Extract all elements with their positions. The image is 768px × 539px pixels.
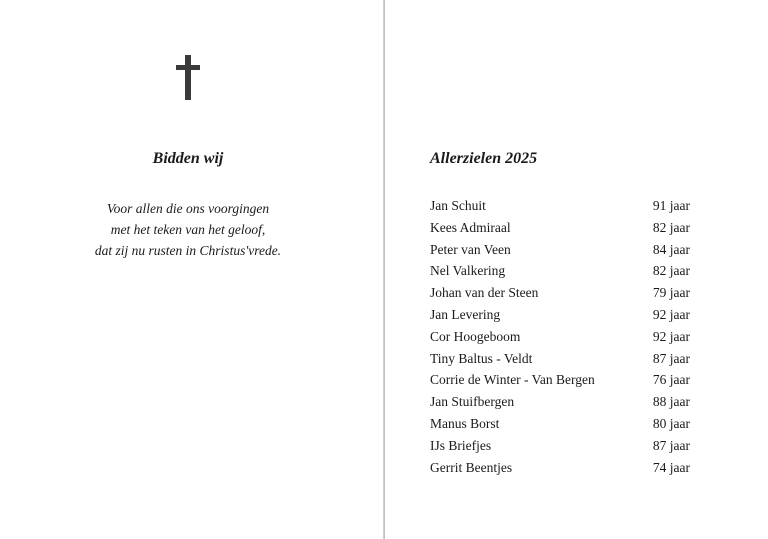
deceased-age: 84 jaar — [652, 241, 690, 257]
deceased-age: 80 jaar — [652, 415, 690, 431]
prayer-text — [60, 198, 316, 261]
list-item — [430, 391, 690, 413]
list-item — [430, 435, 690, 457]
list-item — [430, 413, 690, 435]
prayer-line: met het teken van het geloof, — [110, 222, 266, 237]
deceased-age: 76 jaar — [652, 372, 690, 388]
list-item — [430, 239, 690, 261]
deceased-list — [430, 195, 690, 478]
deceased-age: 87 jaar — [652, 350, 690, 366]
deceased-name: Corrie de Winter - Van Bergen — [430, 372, 595, 388]
deceased-name: Manus Borst — [430, 415, 500, 431]
page-fold-divider — [383, 0, 385, 539]
prayer-line: dat zij nu rusten in Christus'vrede. — [94, 243, 282, 258]
deceased-age: 82 jaar — [652, 263, 690, 279]
deceased-name: Peter van Veen — [430, 241, 511, 257]
deceased-age: 79 jaar — [652, 285, 690, 301]
list-item — [430, 304, 690, 326]
deceased-name: Jan Stuifbergen — [430, 394, 515, 410]
list-item — [430, 282, 690, 304]
list-item — [430, 260, 690, 282]
list-item — [430, 326, 690, 348]
list-item — [430, 348, 690, 370]
cross-icon — [176, 55, 200, 100]
deceased-age: 88 jaar — [652, 394, 690, 410]
memorial-title: Allerzielen 2025 — [430, 150, 538, 167]
deceased-age: 91 jaar — [652, 198, 690, 213]
deceased-age: 82 jaar — [652, 219, 690, 235]
deceased-name: Gerrit Beentjes — [430, 459, 513, 475]
deceased-age: 92 jaar — [652, 306, 690, 322]
list-item — [430, 195, 690, 217]
deceased-name: Cor Hoogeboom — [430, 328, 521, 344]
deceased-name: Jan Levering — [430, 306, 501, 322]
deceased-name: Jan Schuit — [430, 198, 486, 213]
deceased-name: Tiny Baltus - Veldt — [430, 350, 533, 366]
list-item — [430, 217, 690, 239]
prayer-title: Bidden wij — [152, 150, 224, 167]
deceased-age: 87 jaar — [652, 437, 690, 453]
deceased-name: IJs Briefjes — [430, 437, 492, 453]
deceased-name: Johan van der Steen — [430, 285, 539, 301]
prayer-line: Voor allen die ons voorgingen — [106, 201, 270, 216]
deceased-name: Nel Valkering — [430, 263, 506, 279]
deceased-age: 74 jaar — [652, 459, 690, 475]
deceased-name: Kees Admiraal — [430, 219, 511, 235]
deceased-age: 92 jaar — [652, 328, 690, 344]
list-item — [430, 457, 690, 479]
list-item — [430, 369, 690, 391]
